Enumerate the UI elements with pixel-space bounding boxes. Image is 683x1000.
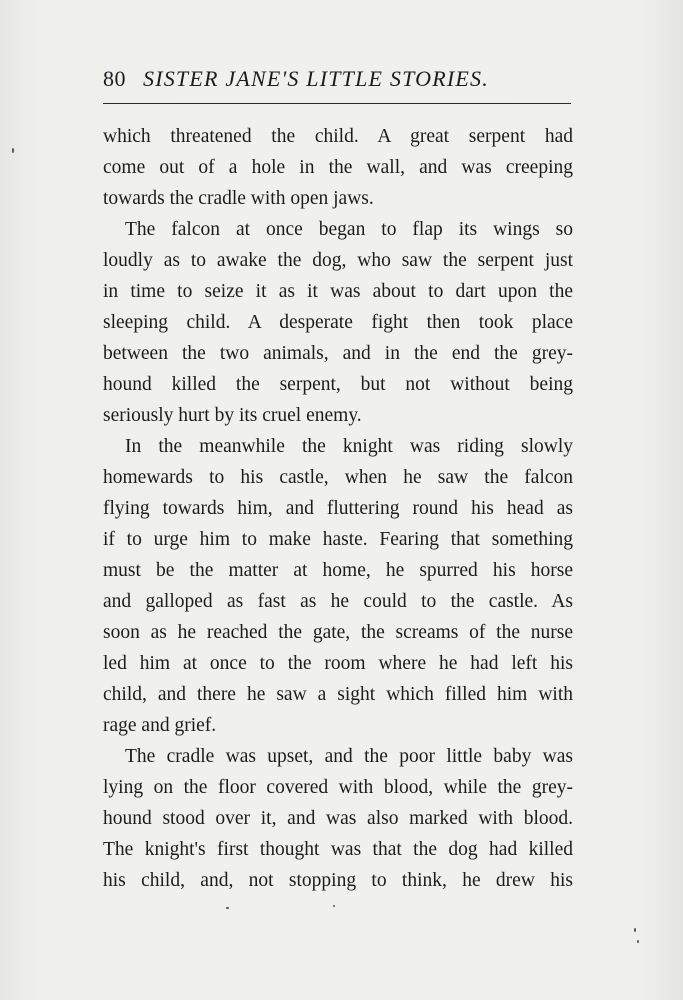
page-number: 80 (103, 66, 126, 91)
paragraph-1 (103, 121, 573, 214)
text-line: sleeping child. A desperate fight then took place (103, 312, 573, 333)
body-text (103, 121, 573, 896)
text-line: must be the matter at home, he spurred his horse (103, 560, 573, 581)
paper-speck (637, 940, 639, 943)
text-line: if to urge him to make haste. Fearing that something (103, 529, 573, 550)
text-line: flying towards him, and fluttering round his head as (103, 498, 573, 519)
text-line: The knight's first thought was that the dog had killed (103, 839, 573, 860)
running-head (103, 64, 573, 94)
text-line: In the meanwhile the knight was riding slowly (125, 436, 573, 457)
paper-speck (333, 905, 335, 907)
text-line: come out of a hole in the wall, and was creeping (103, 157, 573, 178)
paragraph-3 (103, 431, 573, 741)
text-line: The cradle was upset, and the poor little baby was (125, 746, 573, 767)
paper-speck (226, 907, 229, 909)
text-line: lying on the floor covered with blood, while the grey- (103, 777, 573, 798)
paper-speck (634, 928, 636, 932)
text-line: towards the cradle with open jaws. (103, 188, 374, 209)
text-line: rage and grief. (103, 715, 217, 736)
text-line: The falcon at once began to flap its wings so (125, 219, 573, 240)
text-line: in time to seize it as it was about to dart upon the (103, 281, 573, 302)
text-line: loudly as to awake the dog, who saw the serpent just (103, 250, 573, 271)
text-line: hound killed the serpent, but not without being (103, 374, 573, 395)
text-line: which threatened the child. A great serpent had (103, 126, 573, 147)
paragraph-4 (103, 741, 573, 896)
text-line: seriously hurt by its cruel enemy. (103, 405, 362, 426)
paper-speck (12, 148, 14, 153)
text-line: led him at once to the room where he had left his (103, 653, 573, 674)
text-line: hound stood over it, and was also marked with blood. (103, 808, 573, 829)
text-line: homewards to his castle, when he saw the falcon (103, 467, 573, 488)
header-rule (103, 103, 571, 104)
text-line: and galloped as fast as he could to the castle. As (103, 591, 573, 612)
text-line: child, and there he saw a sight which filled him with (103, 684, 573, 705)
text-line: his child, and, not stopping to think, he drew his (103, 870, 573, 891)
paragraph-2 (103, 214, 573, 431)
text-line: between the two animals, and in the end the grey- (103, 343, 573, 364)
book-title: SISTER JANE'S LITTLE STORIES. (143, 66, 489, 91)
text-line: soon as he reached the gate, the screams of the nurse (103, 622, 573, 643)
